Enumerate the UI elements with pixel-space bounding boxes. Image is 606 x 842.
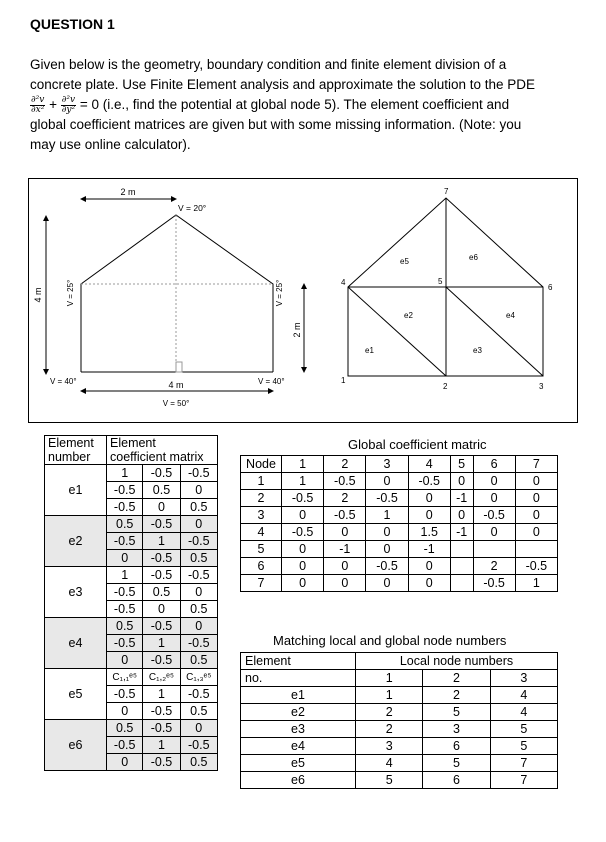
matching-row [241, 772, 558, 789]
global-col-header: 1 [282, 456, 324, 473]
mesh-node-1: 1 [341, 376, 346, 385]
global-matrix-cell: 0 [324, 524, 366, 541]
element-number-cell: e1 [45, 465, 107, 516]
element-matrix-cell: 0 [107, 652, 143, 669]
element-matrix-cell: -0.5 [143, 465, 180, 482]
element-matrix-row [45, 618, 218, 635]
element-matrix-cell: 0.5 [143, 482, 180, 499]
mesh-element-e2: e2 [404, 311, 413, 320]
global-matrix-cell [450, 541, 473, 558]
element-matrix-cell: 1 [143, 533, 180, 550]
statement-line-2: concrete plate. Use Finite Element analysis and approximate the solution to the PDE [30, 77, 536, 92]
global-table-row [241, 524, 558, 541]
global-matrix-cell: 0 [408, 507, 450, 524]
global-matrix-cell: -0.5 [408, 473, 450, 490]
global-row-label: 1 [241, 473, 282, 490]
matching-element-cell: e1 [241, 687, 356, 704]
element-matrix-cell: 0 [143, 601, 180, 618]
global-matrix-cell: -0.5 [324, 473, 366, 490]
element-matrix-cell: -0.5 [107, 499, 143, 516]
matching-node-cell: 7 [490, 772, 557, 789]
mesh-element-e5: e5 [400, 257, 409, 266]
global-matrix-cell: 1 [282, 473, 324, 490]
matching-node-cell: 2 [356, 721, 423, 738]
global-matrix-cell [515, 541, 557, 558]
global-col-header: 2 [324, 456, 366, 473]
global-row-label: 5 [241, 541, 282, 558]
global-matrix-cell: -0.5 [366, 558, 408, 575]
global-matrix-cell: 0 [366, 473, 408, 490]
fe-mesh [348, 198, 543, 376]
matching-node-cell: 4 [356, 755, 423, 772]
global-matrix-cell: 0 [408, 490, 450, 507]
global-matrix-cell: 0 [450, 473, 473, 490]
element-matrix-cell: -0.5 [180, 737, 217, 754]
element-matrix-cell: -0.5 [107, 686, 143, 703]
element-matrix-cell: 0 [107, 703, 143, 720]
element-number-cell: e6 [45, 720, 107, 771]
matching-element-cell: e5 [241, 755, 356, 772]
element-matrix-cell: -0.5 [107, 635, 143, 652]
element-matrix-cell: C₁,₃ᵉ⁵ [180, 669, 217, 686]
statement-line-3 [30, 95, 580, 115]
header-coefficient-matrix: Element coefficient matrix [107, 436, 218, 465]
element-matrix-cell: -0.5 [143, 550, 180, 567]
element-matrix-row [45, 720, 218, 737]
matching-node-cell: 2 [356, 704, 423, 721]
matching-table [240, 652, 558, 789]
element-matrix-cell: -0.5 [143, 516, 180, 533]
element-table-header [45, 436, 218, 465]
matching-node-cell: 6 [423, 738, 490, 755]
element-matrix-cell: -0.5 [143, 754, 180, 771]
matching-node-cell: 5 [423, 704, 490, 721]
dim-right-label: 2 m [292, 322, 302, 338]
element-matrix-cell: -0.5 [143, 720, 180, 737]
element-matrix-cell: 1 [143, 737, 180, 754]
element-matrix-cell: 1 [143, 635, 180, 652]
global-matrix-cell: -1 [324, 541, 366, 558]
matching-element-cell: e3 [241, 721, 356, 738]
element-matrix-cell: C₁,₂ᵉ⁵ [143, 669, 180, 686]
global-matrix-cell: 0 [408, 575, 450, 592]
global-col-header: 5 [450, 456, 473, 473]
v-left-label: V = 25° [66, 279, 75, 307]
matching-node-cell: 1 [356, 687, 423, 704]
matching-row [241, 721, 558, 738]
mesh-node-5: 5 [438, 277, 443, 286]
global-matrix-cell: -0.5 [366, 490, 408, 507]
matching-node-cell: 4 [490, 687, 557, 704]
global-table-row [241, 558, 558, 575]
mesh-element-e1: e1 [365, 346, 374, 355]
element-matrix-cell: C₁,₁ᵉ⁵ [107, 669, 143, 686]
matching-node-cell: 7 [490, 755, 557, 772]
matching-col-header: 2 [423, 670, 490, 687]
global-table-row [241, 490, 558, 507]
global-table-row [241, 507, 558, 524]
statement-line-1: Given below is the geometry, boundary condition and finite element division of a [30, 57, 507, 72]
element-matrix-cell: 0.5 [180, 601, 217, 618]
dim-top-label: 2 m [120, 187, 136, 197]
global-matrix-cell: -0.5 [324, 507, 366, 524]
element-matrix-cell: 0.5 [143, 584, 180, 601]
element-matrix-cell: 0 [180, 618, 217, 635]
v-bottom-left-label: V = 40° [50, 377, 77, 386]
element-number-cell: e2 [45, 516, 107, 567]
global-col-header: 6 [473, 456, 515, 473]
global-matrix-cell: 0 [366, 541, 408, 558]
element-matrix-row [45, 465, 218, 482]
global-matrix-cell: 0 [515, 473, 557, 490]
v-bottom-right-label: V = 40° [258, 377, 285, 386]
global-table-row [241, 575, 558, 592]
global-row-label: 3 [241, 507, 282, 524]
global-matrix-cell: 0 [366, 575, 408, 592]
global-matrix-cell: 0 [282, 507, 324, 524]
element-matrix-cell: 0.5 [107, 618, 143, 635]
element-number-cell: e5 [45, 669, 107, 720]
element-matrix-cell: -0.5 [180, 567, 217, 584]
global-matrix-cell: 0 [473, 524, 515, 541]
element-matrix-cell: -0.5 [180, 465, 217, 482]
element-matrix-cell: 1 [107, 567, 143, 584]
global-matrix-cell: 0 [324, 575, 366, 592]
element-matrix-cell: 0 [143, 499, 180, 516]
pde-term-y: $\frac{\text{∂²v}}{\text{∂y²}}$ [61, 94, 76, 115]
mesh-node-4: 4 [341, 278, 346, 287]
global-matrix-cell: 0 [515, 507, 557, 524]
matching-row [241, 687, 558, 704]
global-col-header: 3 [366, 456, 408, 473]
global-matrix-cell [473, 541, 515, 558]
global-table-row [241, 473, 558, 490]
mesh-node-3: 3 [539, 382, 544, 391]
matching-local-label: Local node numbers [356, 653, 558, 670]
element-matrix-row [45, 669, 218, 686]
global-matrix-cell: 0 [324, 558, 366, 575]
global-matrix-cell: -0.5 [473, 575, 515, 592]
matching-node-cell: 3 [423, 721, 490, 738]
element-matrix-cell: -0.5 [180, 533, 217, 550]
global-matrix-cell: 0 [408, 558, 450, 575]
element-matrix-cell: -0.5 [143, 618, 180, 635]
pde-plus: + [49, 97, 58, 112]
matching-node-cell: 6 [423, 772, 490, 789]
global-row-label: 6 [241, 558, 282, 575]
matching-node-cell: 5 [490, 738, 557, 755]
global-row-label: 4 [241, 524, 282, 541]
matching-element-cell: e2 [241, 704, 356, 721]
global-table-row [241, 541, 558, 558]
matching-header-2 [241, 670, 558, 687]
matching-element-cell: e4 [241, 738, 356, 755]
matching-node-cell: 5 [423, 755, 490, 772]
matching-node-cell: 5 [490, 721, 557, 738]
element-matrix-cell: -0.5 [107, 533, 143, 550]
matching-element-cell: e6 [241, 772, 356, 789]
figure-border [29, 179, 578, 423]
global-matrix-cell: -1 [450, 490, 473, 507]
global-col-header: 4 [408, 456, 450, 473]
global-matrix-cell: 1 [515, 575, 557, 592]
global-matrix-cell: 0 [473, 490, 515, 507]
element-matrix-cell: -0.5 [180, 686, 217, 703]
element-matrix-cell: -0.5 [107, 482, 143, 499]
v-top-label: V = 20° [178, 203, 207, 213]
pde-term-x: $\frac{\text{∂²v}}{\text{∂x²}}$ [31, 94, 45, 115]
element-matrix-cell: -0.5 [107, 584, 143, 601]
v-right-label: V = 25° [275, 279, 284, 307]
matching-row [241, 704, 558, 721]
element-matrix-cell: 0 [107, 754, 143, 771]
element-matrix-cell: 0 [180, 720, 217, 737]
global-matrix-cell: 0 [515, 524, 557, 541]
global-matrix-cell: 1 [366, 507, 408, 524]
mesh-node-6: 6 [548, 283, 553, 292]
element-matrix-cell: 0.5 [180, 754, 217, 771]
element-matrix-cell: 0 [107, 550, 143, 567]
element-matrix-cell: 0 [180, 482, 217, 499]
plate-shape [81, 215, 273, 372]
global-matrix-cell: 0 [450, 507, 473, 524]
matching-row [241, 755, 558, 772]
mesh-element-e3: e3 [473, 346, 482, 355]
element-matrix-cell: -0.5 [143, 703, 180, 720]
element-matrix-cell: 0.5 [180, 652, 217, 669]
global-matrix-cell: -0.5 [515, 558, 557, 575]
geometry-figure [28, 178, 578, 423]
global-matrix-cell [450, 575, 473, 592]
matching-row [241, 738, 558, 755]
global-matrix-cell: -0.5 [473, 507, 515, 524]
element-matrix-cell: 1 [107, 465, 143, 482]
matching-col-header: 1 [356, 670, 423, 687]
global-matrix-cell [450, 558, 473, 575]
global-matrix-cell: -0.5 [282, 490, 324, 507]
mesh-element-e4: e4 [506, 311, 515, 320]
question-title: QUESTION 1 [30, 16, 115, 32]
global-matrix-cell: 2 [324, 490, 366, 507]
element-number-cell: e4 [45, 618, 107, 669]
v-bottom-label: V = 50° [162, 399, 190, 408]
element-matrix-cell: -0.5 [107, 737, 143, 754]
element-matrix-row [45, 516, 218, 533]
global-table-title: Global coefficient matric [348, 437, 487, 452]
element-matrix-cell: 1 [143, 686, 180, 703]
matching-node-cell: 3 [356, 738, 423, 755]
dim-left-label: 4 m [33, 287, 43, 303]
global-matrix-cell: 0 [282, 575, 324, 592]
global-matrix-cell: 1.5 [408, 524, 450, 541]
global-col-header: 7 [515, 456, 557, 473]
statement-line-4: global coefficient matrices are given but with some missing information. (Note: you [30, 117, 522, 132]
element-coefficient-table [44, 435, 218, 771]
problem-statement [30, 55, 580, 155]
element-matrix-cell: 0.5 [180, 499, 217, 516]
matching-col-header: 3 [490, 670, 557, 687]
element-matrix-cell: 0 [180, 516, 217, 533]
matching-node-cell: 4 [490, 704, 557, 721]
element-matrix-cell: 0 [180, 584, 217, 601]
matching-element-label-2: no. [241, 670, 356, 687]
element-number-cell: e3 [45, 567, 107, 618]
element-matrix-cell: -0.5 [143, 567, 180, 584]
global-matrix-cell: -1 [408, 541, 450, 558]
element-matrix-cell: 0.5 [180, 550, 217, 567]
element-matrix-cell: 0.5 [107, 516, 143, 533]
global-matrix-cell: 0 [282, 541, 324, 558]
global-row-label: 7 [241, 575, 282, 592]
mesh-node-2: 2 [443, 382, 448, 391]
matching-node-cell: 5 [356, 772, 423, 789]
statement-line-5: may use online calculator). [30, 137, 191, 152]
element-matrix-cell: 0.5 [180, 703, 217, 720]
matching-header-1 [241, 653, 558, 670]
global-table-header [241, 456, 558, 473]
mesh-element-e6: e6 [469, 253, 478, 262]
matching-element-label: Element [241, 653, 356, 670]
matching-table-title: Matching local and global node numbers [273, 633, 507, 648]
statement-line-3-text: = 0 (i.e., find the potential at global node 5). The element coefficient and [79, 97, 510, 112]
global-matrix-cell: -1 [450, 524, 473, 541]
mesh-node-7: 7 [444, 187, 449, 196]
element-matrix-cell: -0.5 [180, 635, 217, 652]
global-matrix-cell: 0 [515, 490, 557, 507]
global-coefficient-table [240, 455, 558, 592]
global-matrix-cell: 0 [366, 524, 408, 541]
global-matrix-cell: 2 [473, 558, 515, 575]
global-matrix-cell: 0 [282, 558, 324, 575]
element-matrix-cell: -0.5 [107, 601, 143, 618]
global-matrix-cell: 0 [473, 473, 515, 490]
global-node-label: Node [241, 456, 282, 473]
global-row-label: 2 [241, 490, 282, 507]
element-matrix-cell: -0.5 [143, 652, 180, 669]
global-matrix-cell: -0.5 [282, 524, 324, 541]
matching-node-cell: 2 [423, 687, 490, 704]
element-matrix-row [45, 567, 218, 584]
dim-bottom-label: 4 m [168, 380, 184, 390]
element-matrix-cell: 0.5 [107, 720, 143, 737]
header-element-number: Element number [45, 436, 107, 465]
